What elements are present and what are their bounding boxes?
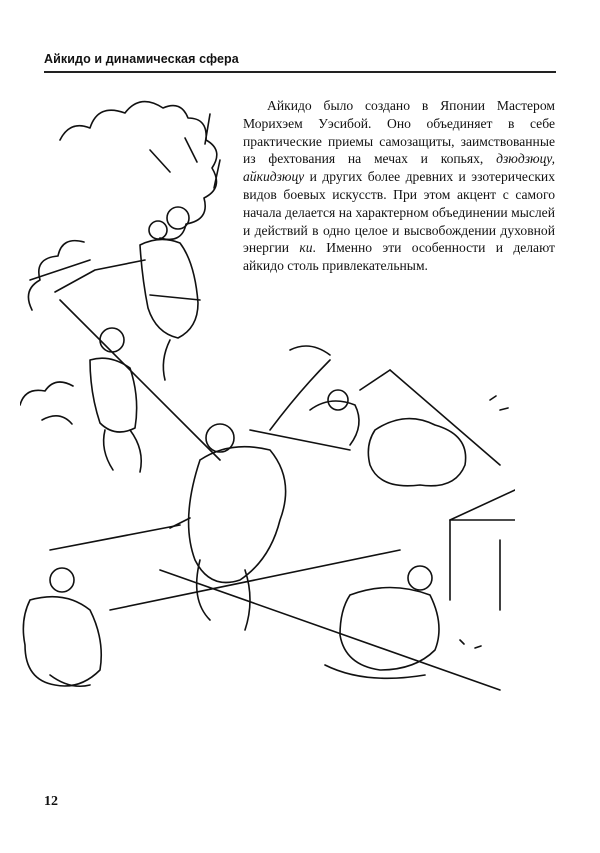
italic-term: дзюдзюцу, айкидзюцу	[243, 151, 555, 185]
kneeling-figure-right	[325, 566, 439, 678]
samurai-right	[310, 370, 500, 465]
running-header-title: Айкидо и динамическая сфера	[44, 52, 239, 66]
header-rule	[44, 71, 556, 73]
paragraph	[243, 97, 555, 275]
italic-term: ки	[299, 240, 313, 256]
text-segment: Айкидо было создано в Японии Мастером Морихэем Уэсибой. Оно объединяет в себе практические приемы самозащиты, заимствованные из фехтования на мечах и копьях,	[243, 98, 555, 167]
debris-strokes	[460, 396, 508, 648]
running-header	[44, 52, 556, 66]
body-paragraph	[243, 97, 555, 275]
wall	[450, 490, 515, 610]
text-segment: . Именно эти особенности и делают айкидо столь привлекательным.	[243, 240, 555, 274]
text-segment: и других более древних и эзотерических видов боевых искусств. При этом акцент с самого начала делается на характерном объединении мыслей и действий в одно целое и высвобождении духовной энергии	[243, 169, 555, 256]
rock	[368, 419, 465, 486]
page-number: 12	[44, 794, 58, 809]
swords	[50, 430, 500, 690]
speed-lines	[150, 114, 220, 188]
cloud-drawing	[20, 102, 217, 424]
samurai-spear	[60, 300, 220, 472]
kneeling-figure-left	[23, 568, 101, 686]
